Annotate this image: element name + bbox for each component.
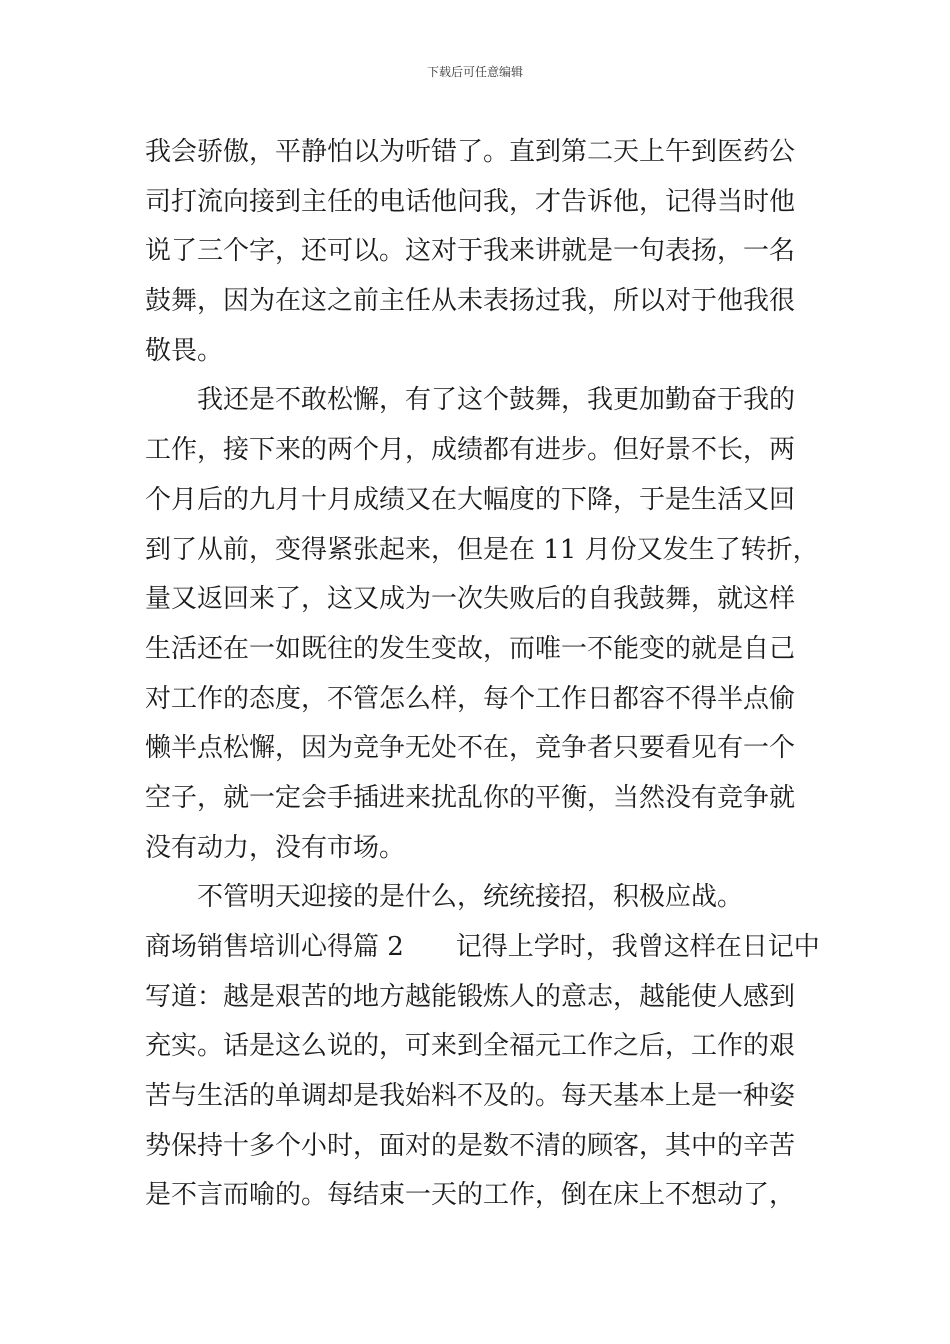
text-line: 苦与生活的单调却是我始料不及的。每天基本上是一种姿	[145, 1081, 796, 1112]
text-line-indented: 我还是不敢松懈，有了这个鼓舞，我更加勤奋于我的	[197, 385, 796, 416]
text-line: 说了三个字，还可以。这对于我来讲就是一句表扬，一名	[145, 236, 796, 267]
text-line: 是不言而喻的。每结束一天的工作，倒在床上不想动了，	[145, 1180, 796, 1211]
document-body	[145, 128, 820, 1221]
text-line: 没有动力，没有市场。	[145, 832, 406, 863]
section-heading-line: 商场销售培训心得篇 2 记得上学时，我曾这样在日记中	[145, 932, 820, 962]
text-line-indented: 不管明天迎接的是什么，统统接招，积极应战。	[197, 882, 744, 913]
text-line: 量又返回来了，这又成为一次失败后的自我鼓舞，就这样	[145, 584, 796, 615]
text-line: 我会骄傲，平静怕以为听错了。直到第二天上午到医药公	[145, 137, 796, 167]
text-line: 个月后的九月十月成绩又在大幅度的下降，于是生活又回	[145, 484, 796, 515]
text-line: 司打流向接到主任的电话他问我，才告诉他，记得当时他	[145, 186, 796, 217]
text-line: 写道：越是艰苦的地方越能锻炼人的意志，越能使人感到	[145, 981, 796, 1012]
text-line: 势保持十多个小时，面对的是数不清的顾客，其中的辛苦	[145, 1130, 796, 1161]
text-line: 对工作的态度，不管怎么样，每个工作日都容不得半点偷	[145, 683, 796, 714]
text-line: 生活还在一如既往的发生变故，而唯一不能变的就是自己	[145, 633, 796, 664]
text-line: 懒半点松懈，因为竞争无处不在，竞争者只要看见有一个	[145, 733, 796, 764]
text-line: 敬畏。	[145, 335, 224, 366]
page-header: 下载后可任意编辑	[426, 65, 523, 79]
text-line: 工作，接下来的两个月，成绩都有进步。但好景不长，两	[145, 435, 796, 466]
text-line: 到了从前，变得紧张起来，但是在 11 月份又发生了转折，	[145, 534, 819, 565]
text-line: 鼓舞，因为在这之前主任从未表扬过我，所以对于他我很	[145, 286, 796, 317]
text-line: 空子，就一定会手插进来扰乱你的平衡，当然没有竞争就	[145, 782, 796, 813]
text-line: 充实。话是这么说的，可来到全福元工作之后，工作的艰	[145, 1031, 796, 1062]
